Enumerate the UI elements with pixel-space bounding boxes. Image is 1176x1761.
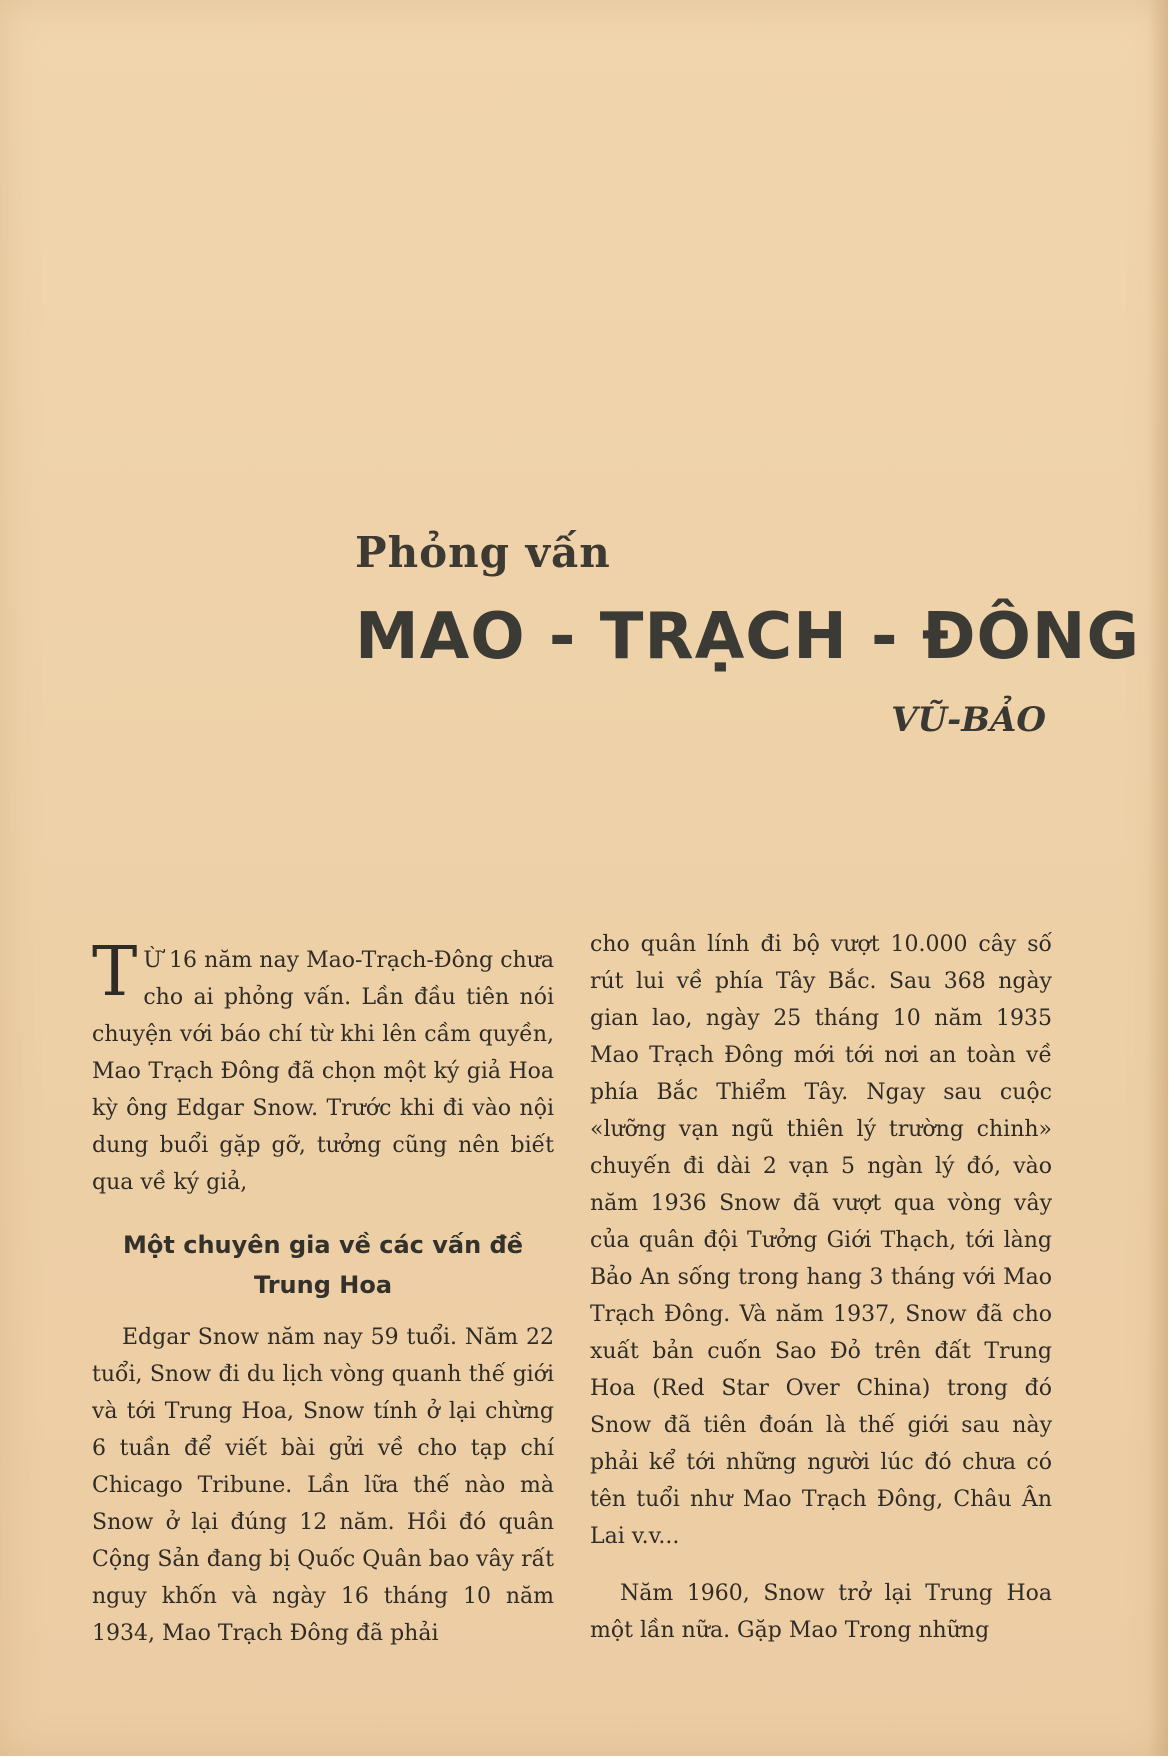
article-title: MAO - TRẠCH - ĐÔNG	[355, 600, 1140, 674]
intro-paragraph	[92, 933, 554, 1201]
article-author: VŨ-BẢO	[891, 700, 1046, 740]
right-column	[590, 926, 1052, 1649]
article-kicker: Phỏng vấn	[355, 528, 611, 577]
intro-text: Ừ 16 năm nay Mao-Trạch-Đông chưa cho ai phỏng vấn. Lần đầu tiên nói chuyện với báo chí từ khi lên cầm quyền, Mao Trạch Đông đã chọn một ký giả Hoa kỳ ông Edgar Snow. Trước khi đi vào nội dung buổi gặp gỡ, tưởng cũng nên biết qua về ký giả,	[92, 948, 554, 1195]
body-paragraph-continued: cho quân lính đi bộ vượt 10.000 cây số rút lui về phía Tây Bắc. Sau 368 ngày gian lao, ngày 25 tháng 10 năm 1935 Mao Trạch Đông mới tới nơi an toàn về phía Bắc Thiểm Tây. Ngay sau cuộc «lưỡng vạn ngũ thiên lý trường chinh» chuyến đi dài 2 vạn 5 ngàn lý đó, vào năm 1936 Snow đã vượt qua vòng vây của quân đội Tưởng Giới Thạch, tới làng Bảo An sống trong hang 3 tháng với Mao Trạch Đông. Và năm 1937, Snow đã cho xuất bản cuốn Sao Đỏ trên đất Trung Hoa (Red Star Over China) trong đó Snow đã tiên đoán là thế giới sau này phải kể tới những người lúc đó chưa có tên tuổi như Mao Trạch Đông, Châu Ân Lai v.v...	[590, 932, 1052, 1549]
body-paragraph: Edgar Snow năm nay 59 tuổi. Năm 22 tuổi, Snow đi du lịch vòng quanh thế giới và tới Trung Hoa, Snow tính ở lại chừng 6 tuần để viết bài gửi về cho tạp chí Chicago Tribune. Lần lữa thế nào mà Snow ở lại đúng 12 năm. Hồi đó quân Cộng Sản đang bị Quốc Quân bao vây rất nguy khốn và ngày 16 tháng 10 năm 1934, Mao Trạch Đông đã phải	[92, 1325, 554, 1646]
section-subheading: Một chuyên gia về các vấn đề Trung Hoa	[123, 1231, 523, 1299]
drop-cap: T	[92, 933, 138, 1012]
left-column	[92, 933, 554, 1652]
body-paragraph-1960: Năm 1960, Snow trở lại Trung Hoa một lần nữa. Gặp Mao Trong những	[590, 1581, 1052, 1643]
